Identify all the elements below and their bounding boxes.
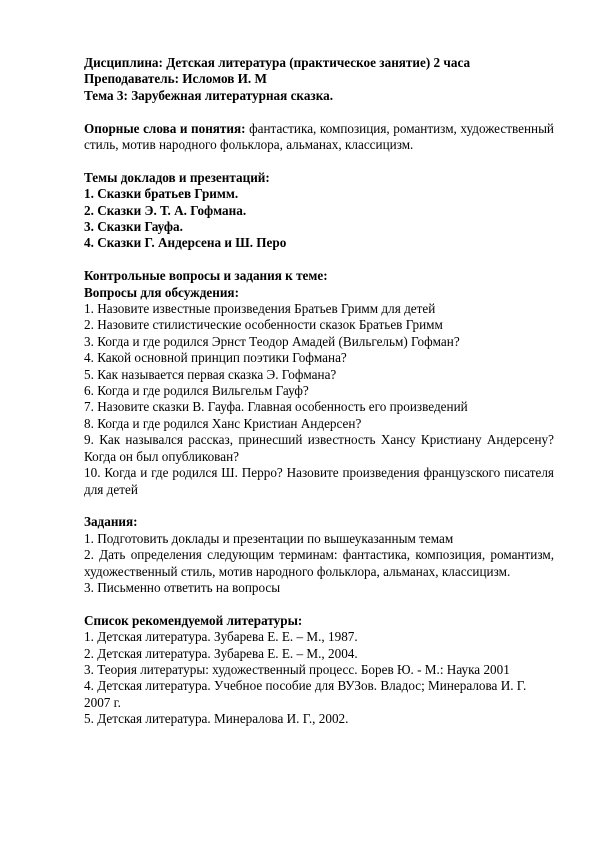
literature-item: 5. Детская литература. Минералова И. Г., 2002. — [84, 711, 349, 727]
discipline-line: Дисциплина: Детская литература (практическое занятие) 2 часа — [84, 55, 471, 70]
report-item: 1. Сказки братьев Гримм. — [84, 186, 239, 202]
reports-heading: Темы докладов и презентаций: — [84, 169, 270, 185]
question-item: 6. Когда и где родился Вильгельм Гауф? — [84, 383, 309, 399]
report-item: 2. Сказки Э. Т. А. Гофмана. — [84, 202, 247, 218]
literature-item: 1. Детская литература. Зубарева Е. Е. – М., 1987. — [84, 629, 358, 645]
task-item: 2. Дать определения следующим терминам: фантастика, композиция, романтизм, художественный стиль, мотив народного фольклора, альманах, классицизм. — [84, 547, 554, 579]
question-item: 10. Когда и где родился Ш. Перро? Назовите произведения французского писателя для детей — [84, 465, 554, 497]
teacher-line: Преподаватель: Исломов И. М — [84, 71, 267, 87]
document-page — [84, 55, 554, 728]
literature-item: 4. Детская литература. Учебное пособие для ВУЗов. Владос; Минералова И. Г. 2007 г. — [84, 678, 527, 710]
keywords-paragraph — [84, 121, 554, 154]
task-item: 3. Письменно ответить на вопросы — [84, 579, 281, 595]
task-item: 1. Подготовить доклады и презентации по вышеуказанным темам — [84, 530, 454, 546]
report-item: 3. Сказки Гауфа. — [84, 219, 183, 235]
question-item: 1. Назовите известные произведения Братьев Гримм для детей — [84, 301, 436, 317]
literature-item: 3. Теория литературы: художественный процесс. Борев Ю. - М.: Наука 2001 — [84, 661, 510, 677]
question-item: 9. Как назывался рассказ, принесший известность Хансу Кристиану Андерсену? Когда он был опубликован? — [84, 432, 554, 464]
report-item: 4. Сказки Г. Андерсена и Ш. Перо — [84, 235, 287, 251]
literature-heading: Список рекомендуемой литературы: — [84, 612, 303, 628]
tasks-heading: Задания: — [84, 514, 138, 530]
topic-line: Тема 3: Зарубежная литературная сказка. — [84, 87, 334, 103]
keywords-text: фантастика, композиция, романтизм, художественный стиль, мотив народного фольклора, альманах, классицизм. — [84, 120, 554, 153]
question-item: 3. Когда и где родился Эрнст Теодор Амадей (Вильгельм) Гофман? — [84, 333, 460, 349]
literature-item: 2. Детская литература. Зубарева Е. Е. – М., 2004. — [84, 645, 358, 661]
question-item: 2. Назовите стилистические особенности сказок Братьев Гримм — [84, 317, 443, 333]
question-item: 5. Как называется первая сказка Э. Гофмана? — [84, 366, 337, 382]
question-item: 4. Какой основной принцип поэтики Гофмана? — [84, 350, 347, 366]
keywords-label: Опорные слова и понятия: — [84, 120, 246, 136]
question-item: 8. Когда и где родился Ханс Кристиан Андерсен? — [84, 415, 362, 431]
questions-subheading: Вопросы для обсуждения: — [84, 284, 239, 300]
question-item: 7. Назовите сказки В. Гауфа. Главная особенность его произведений — [84, 399, 468, 415]
questions-heading: Контрольные вопросы и задания к теме: — [84, 268, 328, 284]
